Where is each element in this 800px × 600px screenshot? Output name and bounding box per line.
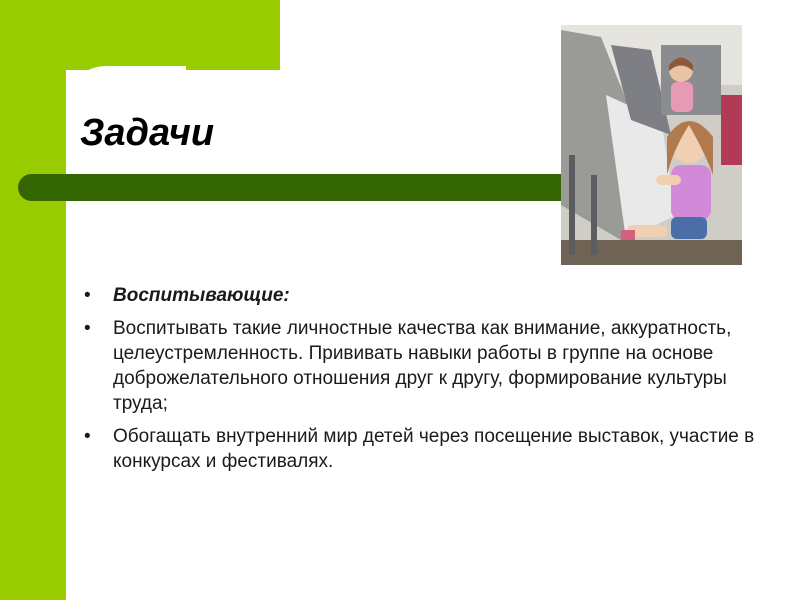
slide-title: Задачи (80, 112, 215, 154)
title-divider-bar (18, 174, 576, 201)
bullet-item-personal-qualities (84, 316, 774, 416)
bullet-marker: • (84, 318, 91, 339)
bullet-marker: • (84, 426, 91, 447)
bullet-marker: • (84, 285, 91, 306)
bullet-item-education-heading (84, 283, 774, 308)
bullet-item-inner-world (84, 424, 774, 474)
bullet-text: Воспитывать такие личностные качества как внимание, аккуратность, целеустремленность. Прививать навыки работы в группе на основе доброжелательного отношения друг к другу, формирование культуры труда; (113, 318, 732, 414)
top-accent-block (0, 0, 280, 70)
bullet-text: Обогащать внутренний мир детей через посещение выставок, участие в конкурсах и фестивалях. (113, 426, 755, 472)
bullet-list (84, 283, 774, 482)
left-accent-bar (0, 0, 66, 600)
children-drawing-photo (561, 25, 742, 265)
bullet-text: Воспитывающие: (113, 285, 290, 306)
